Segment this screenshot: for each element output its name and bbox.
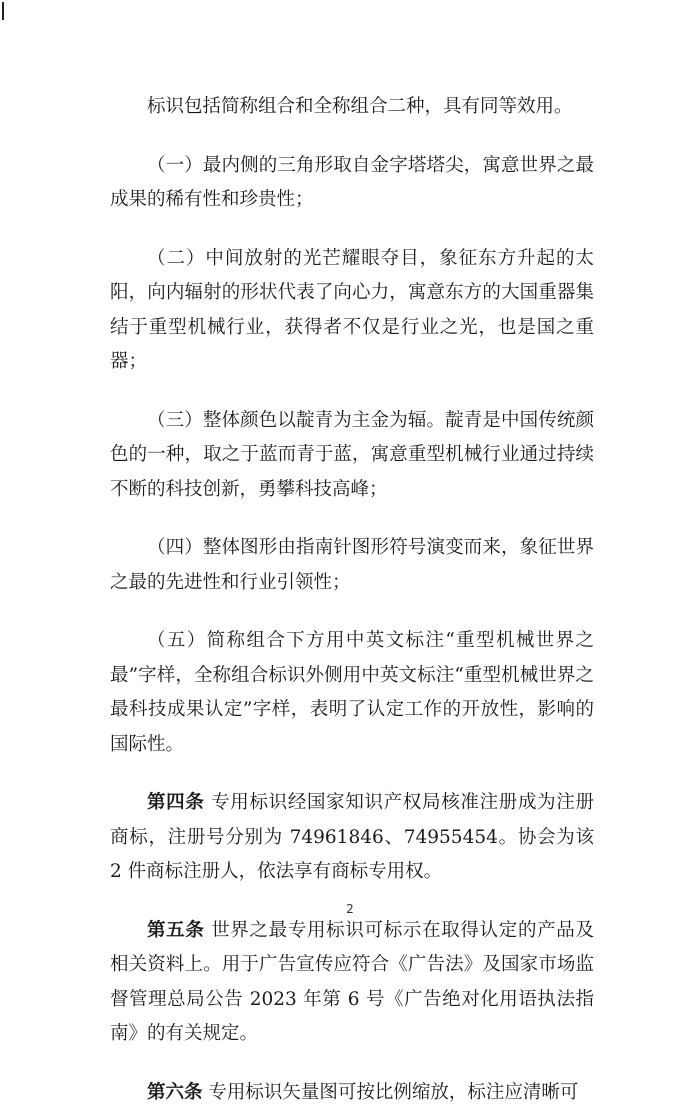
article-6 <box>110 1076 594 1110</box>
paragraph-text: （五）简称组合下方用中英文标注“重型机械世界之最”字样，全称组合标识外侧用中英文标注“重型机械世界之最科技成果认定”字样，表明了认定工作的开放性，影响的国际性。 <box>110 630 594 755</box>
article-text: 专用标识经国家知识产权局核准注册成为注册商标，注册号分别为 74961846、74955454。协会为该 2 件商标注册人，依法享有商标专用权。 <box>110 792 594 882</box>
article-text: 专用标识矢量图可按比例缩放，标注应清晰可 <box>208 1082 578 1103</box>
article-number: 第六条 <box>147 1082 203 1103</box>
page-number: 2 <box>0 902 700 916</box>
paragraph-item-2 <box>110 242 594 380</box>
paragraph-item-1 <box>110 149 594 218</box>
scan-edge-mark <box>2 2 4 20</box>
paragraph-text: （三）整体颜色以靛青为主金为辐。靛青是中国传统颜色的一种，取之于蓝而青于蓝，寓意重型机械行业通过持续不断的科技创新，勇攀科技高峰； <box>110 410 594 500</box>
document-body <box>110 90 594 1110</box>
paragraph-item-3 <box>110 404 594 508</box>
article-number: 第五条 <box>147 920 205 941</box>
article-number: 第四条 <box>147 792 205 813</box>
article-4 <box>110 786 594 890</box>
paragraph-text: （一）最内侧的三角形取自金字塔塔尖，寓意世界之最成果的稀有性和珍贵性； <box>110 155 594 211</box>
paragraph-text: （二）中间放射的光芒耀眼夺目，象征东方升起的太阳，向内辐射的形状代表了向心力，寓意东方的大国重器集结于重型机械行业，获得者不仅是行业之光，也是国之重器； <box>110 248 594 373</box>
paragraph-intro <box>110 90 594 125</box>
paragraph-text: 标识包括简称组合和全称组合二种，具有同等效用。 <box>147 96 573 117</box>
paragraph-item-4 <box>110 531 594 600</box>
article-5 <box>110 914 594 1052</box>
paragraph-text: （四）整体图形由指南针图形符号演变而来，象征世界之最的先进性和行业引领性； <box>110 537 594 593</box>
paragraph-item-5 <box>110 624 594 762</box>
article-text: 世界之最专用标识可标示在取得认定的产品及相关资料上。用于广告宣传应符合《广告法》及国家市场监督管理总局公告 2023 年第 6 号《广告绝对化用语执法指南》的有关规定。 <box>110 920 594 1045</box>
